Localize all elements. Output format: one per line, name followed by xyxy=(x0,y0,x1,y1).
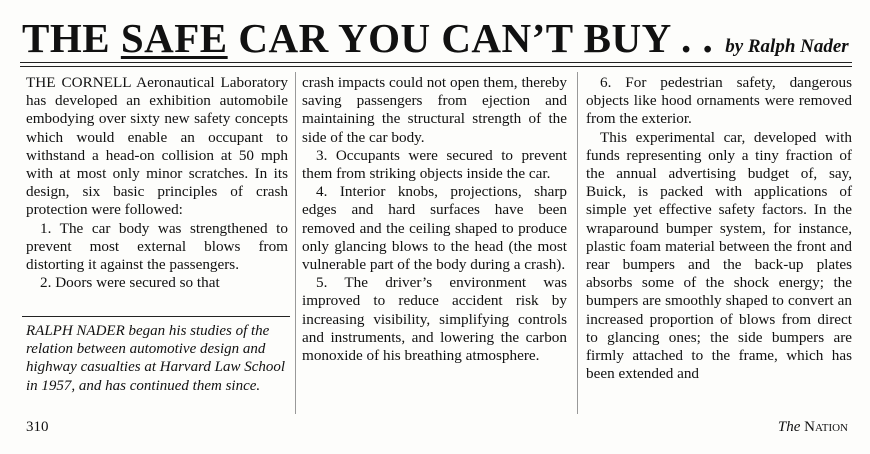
article-column-1 xyxy=(26,74,288,292)
headline-post: CAR YOU CAN’T BUY . . xyxy=(227,15,714,61)
bio-divider xyxy=(22,316,290,317)
headline-title xyxy=(22,15,713,61)
author-bio xyxy=(26,322,288,395)
headline-pre: THE xyxy=(22,15,121,61)
headline-rule-bottom xyxy=(20,66,852,67)
publication-article: The xyxy=(777,419,801,435)
headline-rule-top xyxy=(20,62,852,63)
page-number: 310 xyxy=(26,419,49,435)
paragraph: 6. For pedestrian safety, dangerous objects like hood ornaments were removed from the exterior. xyxy=(586,74,852,128)
author-bio-name: RALPH NADER xyxy=(26,323,125,339)
article-column-3 xyxy=(586,74,852,383)
paragraph: crash impacts could not open them, thereby saving passengers from ejection and maintaining the structural strength of the side of the car body. xyxy=(302,74,567,146)
column-divider xyxy=(295,72,296,414)
byline: by Ralph Nader xyxy=(725,36,849,57)
paragraph: 4. Interior knobs, projections, sharp edges and hard surfaces have been removed and the ceiling shaped to produce only glancing blows to the head (the most vulnerable part of the body during a crash). xyxy=(302,183,567,274)
paragraph: 5. The driver’s environment was improved to reduce accident risk by increasing visibility, simplifying controls and instruments, and lowering the carbon monoxide of his breathing atmosphere. xyxy=(302,274,567,365)
article-column-2 xyxy=(302,74,567,365)
publication-title: Nation xyxy=(804,419,848,435)
paragraph: 1. The car body was strengthened to prevent most external blows from distorting it against the passengers. xyxy=(26,219,288,274)
article-headline xyxy=(22,14,852,61)
paragraph: 2. Doors were secured so that xyxy=(40,274,220,292)
paragraph: 3. Occupants were secured to prevent them from striking objects inside the car. xyxy=(302,146,567,183)
paragraph: THE CORNELL Aeronautical Laboratory has developed an exhibition automobile embodying over sixty new safety concepts which would enable an occupant to withstand a head-on collision at 50 mph with at most only minor scratches. In its design, six basic principles of crash protection were followed: xyxy=(26,74,288,219)
paragraph: This experimental car, developed with funds representing only a tiny fraction of the annual advertising budget of, say, Buick, is packed with applications of simple yet effective safety factors. In the wraparound bumper system, for instance, plastic foam material between the front and rear bumpers and the back-up plates absorbs some of the shock energy; the bumpers are smoothly shaped to convert an increased proportion of blows from direct to glancing ones; the side bumpers are firmly attached to the frame, which has been extended and xyxy=(586,128,852,383)
column-divider xyxy=(577,72,578,414)
author-bio-text: began his studies of the relation between automotive design and highway casualties at Harvard Law School in 1957, and has continued them since. xyxy=(26,323,286,394)
publication-name xyxy=(778,419,848,436)
headline-underlined-word: SAFE xyxy=(120,15,228,61)
